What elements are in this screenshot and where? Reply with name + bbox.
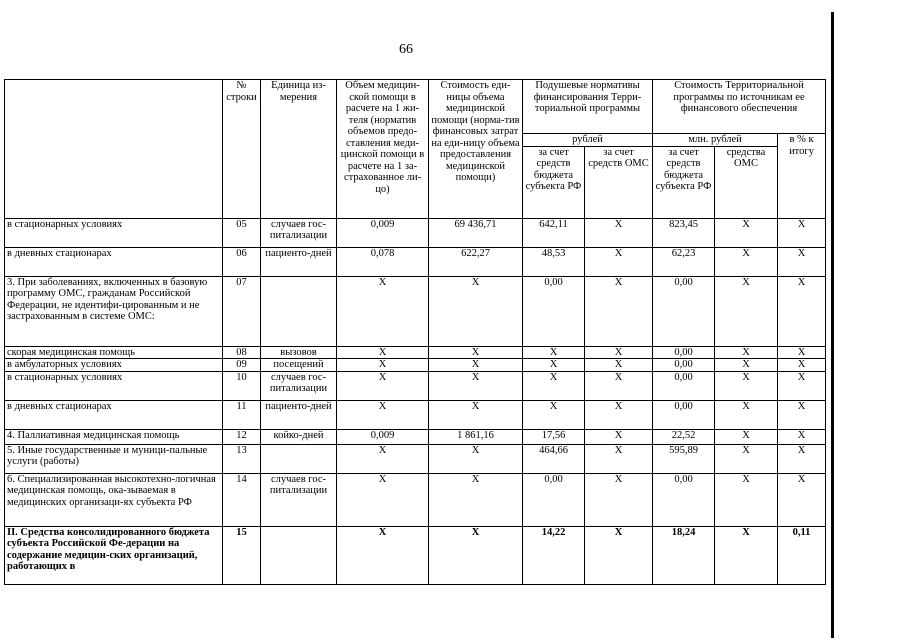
row-name: 5. Иные государственные и муници-пальные услуги (работы) [5, 444, 223, 473]
row-oms-rub: X [585, 371, 653, 400]
row-volume: X [337, 400, 429, 429]
row-name: 4. Паллиативная медицинская помощь [5, 429, 223, 444]
row-oms-rub: X [585, 526, 653, 584]
row-budget-mln: 823,45 [653, 218, 715, 247]
row-oms-rub: X [585, 359, 653, 372]
table-row [5, 444, 826, 473]
row-oms-mln: X [715, 218, 778, 247]
table-row [5, 276, 826, 346]
row-budget-mln: 0,00 [653, 400, 715, 429]
row-name: скорая медицинская помощь [5, 346, 223, 359]
row-oms-mln: X [715, 444, 778, 473]
row-oms-rub: X [585, 429, 653, 444]
row-number: 12 [223, 429, 261, 444]
row-number: 07 [223, 276, 261, 346]
row-budget-mln: 0,00 [653, 276, 715, 346]
row-budget-mln: 0,00 [653, 473, 715, 526]
row-budget-rub: 17,56 [523, 429, 585, 444]
row-budget-mln: 18,24 [653, 526, 715, 584]
row-name: 3. При заболеваниях, включенных в базовую программу ОМС, гражданам Российской Федерации, не идентифи-цированным и не застрахованным в системе ОМС: [5, 276, 223, 346]
row-volume: X [337, 276, 429, 346]
row-percent: X [778, 371, 826, 400]
header-unit: Единица из-мерения [261, 80, 337, 219]
row-volume: 0,009 [337, 429, 429, 444]
row-oms-mln: X [715, 371, 778, 400]
table-row [5, 218, 826, 247]
header-budget-mln: за счет средств бюджета субъекта РФ [653, 146, 715, 218]
header-budget-rub: за счет средств бюджета субъекта РФ [523, 146, 585, 218]
row-budget-rub: 48,53 [523, 247, 585, 276]
row-oms-rub: X [585, 444, 653, 473]
row-unit: случаев гос-питализации [261, 218, 337, 247]
header-per-capita: Подушевые нормативы финансирования Терри-ториальной программы [523, 80, 653, 134]
row-oms-mln: X [715, 247, 778, 276]
row-cost: X [429, 526, 523, 584]
header-oms-mln: средства ОМС [715, 146, 778, 218]
row-oms-mln: X [715, 400, 778, 429]
row-percent: X [778, 276, 826, 346]
row-budget-mln: 0,00 [653, 359, 715, 372]
table-row [5, 359, 826, 372]
row-cost: X [429, 473, 523, 526]
row-budget-rub: 464,66 [523, 444, 585, 473]
row-budget-rub: X [523, 359, 585, 372]
row-budget-rub: 14,22 [523, 526, 585, 584]
row-oms-mln: X [715, 359, 778, 372]
table-row [5, 371, 826, 400]
row-name: в амбулаторных условиях [5, 359, 223, 372]
row-volume: 0,009 [337, 218, 429, 247]
row-oms-mln: X [715, 276, 778, 346]
row-budget-rub: X [523, 400, 585, 429]
row-unit: койко-дней [261, 429, 337, 444]
row-volume: X [337, 526, 429, 584]
row-percent: X [778, 444, 826, 473]
row-percent: 0,11 [778, 526, 826, 584]
row-name: в стационарных условиях [5, 371, 223, 400]
row-budget-rub: 0,00 [523, 276, 585, 346]
header-percent: в % к итогу [778, 134, 826, 219]
row-budget-rub: X [523, 346, 585, 359]
row-number: 14 [223, 473, 261, 526]
row-volume: X [337, 371, 429, 400]
row-cost: 1 861,16 [429, 429, 523, 444]
row-budget-rub: 0,00 [523, 473, 585, 526]
table-row [5, 473, 826, 526]
row-unit [261, 276, 337, 346]
row-budget-rub: 642,11 [523, 218, 585, 247]
row-oms-mln: X [715, 346, 778, 359]
row-cost: 622,27 [429, 247, 523, 276]
table-row [5, 346, 826, 359]
financing-table [4, 79, 826, 585]
row-number: 11 [223, 400, 261, 429]
row-percent: X [778, 400, 826, 429]
header-rubles: рублей [523, 134, 653, 147]
row-budget-mln: 595,89 [653, 444, 715, 473]
header-oms-rub: за счет средств ОМС [585, 146, 653, 218]
row-budget-rub: X [523, 371, 585, 400]
header-name-cell [5, 80, 223, 219]
row-number: 13 [223, 444, 261, 473]
table-row [5, 526, 826, 584]
row-number: 15 [223, 526, 261, 584]
row-budget-mln: 62,23 [653, 247, 715, 276]
row-budget-mln: 0,00 [653, 346, 715, 359]
page-number: 66 [399, 42, 413, 57]
row-unit [261, 444, 337, 473]
row-volume: X [337, 473, 429, 526]
row-name: в стационарных условиях [5, 218, 223, 247]
header-mln-rubles: млн. рублей [653, 134, 778, 147]
row-number: 10 [223, 371, 261, 400]
page-edge-line [831, 12, 834, 638]
row-unit: случаев гос-питализации [261, 473, 337, 526]
row-oms-mln: X [715, 429, 778, 444]
row-volume: X [337, 444, 429, 473]
row-cost: X [429, 346, 523, 359]
row-volume: X [337, 346, 429, 359]
row-percent: X [778, 429, 826, 444]
row-unit [261, 526, 337, 584]
row-oms-rub: X [585, 218, 653, 247]
header-program-cost: Стоимость Территориальной программы по источникам ее финансового обеспечения [653, 80, 826, 134]
row-oms-mln: X [715, 526, 778, 584]
table-row [5, 247, 826, 276]
row-cost: X [429, 276, 523, 346]
row-volume: 0,078 [337, 247, 429, 276]
row-cost: X [429, 371, 523, 400]
row-percent: X [778, 359, 826, 372]
row-number: 09 [223, 359, 261, 372]
row-oms-rub: X [585, 247, 653, 276]
row-percent: X [778, 247, 826, 276]
row-name: в дневных стационарах [5, 247, 223, 276]
row-unit: пациенто-дней [261, 247, 337, 276]
table-row [5, 429, 826, 444]
row-cost: 69 436,71 [429, 218, 523, 247]
row-oms-rub: X [585, 400, 653, 429]
row-oms-rub: X [585, 473, 653, 526]
row-name: 6. Специализированная высокотехно-логичная медицинская помощь, ока-зываемая в медицинских организаци-ях субъекта РФ [5, 473, 223, 526]
table-row [5, 400, 826, 429]
row-percent: X [778, 218, 826, 247]
row-cost: X [429, 359, 523, 372]
row-cost: X [429, 444, 523, 473]
row-percent: X [778, 473, 826, 526]
row-budget-mln: 22,52 [653, 429, 715, 444]
row-name: II. Средства консолидированного бюджета субъекта Российской Фе-дерации на содержание медицин-ских организаций, работающих в [5, 526, 223, 584]
row-percent: X [778, 346, 826, 359]
header-volume: Объем медицин-ской помощи в расчете на 1 жи-теля (норматив объемов предо-ставления меди-цинской помощи в расчете на 1 за-страхованное ли-цо) [337, 80, 429, 219]
row-unit: пациенто-дней [261, 400, 337, 429]
row-unit: посещений [261, 359, 337, 372]
row-number: 06 [223, 247, 261, 276]
row-number: 08 [223, 346, 261, 359]
row-number: 05 [223, 218, 261, 247]
row-unit: случаев гос-питализации [261, 371, 337, 400]
row-oms-rub: X [585, 276, 653, 346]
row-budget-mln: 0,00 [653, 371, 715, 400]
header-cost: Стоимость еди-ницы объема медицинской помощи (норма-тив финансовых затрат на еди-ницу объема предоставления медицинской помощи) [429, 80, 523, 219]
row-cost: X [429, 400, 523, 429]
row-oms-rub: X [585, 346, 653, 359]
row-name: в дневных стационарах [5, 400, 223, 429]
row-oms-mln: X [715, 473, 778, 526]
row-volume: X [337, 359, 429, 372]
row-unit: вызовов [261, 346, 337, 359]
header-row-number: № строки [223, 80, 261, 219]
